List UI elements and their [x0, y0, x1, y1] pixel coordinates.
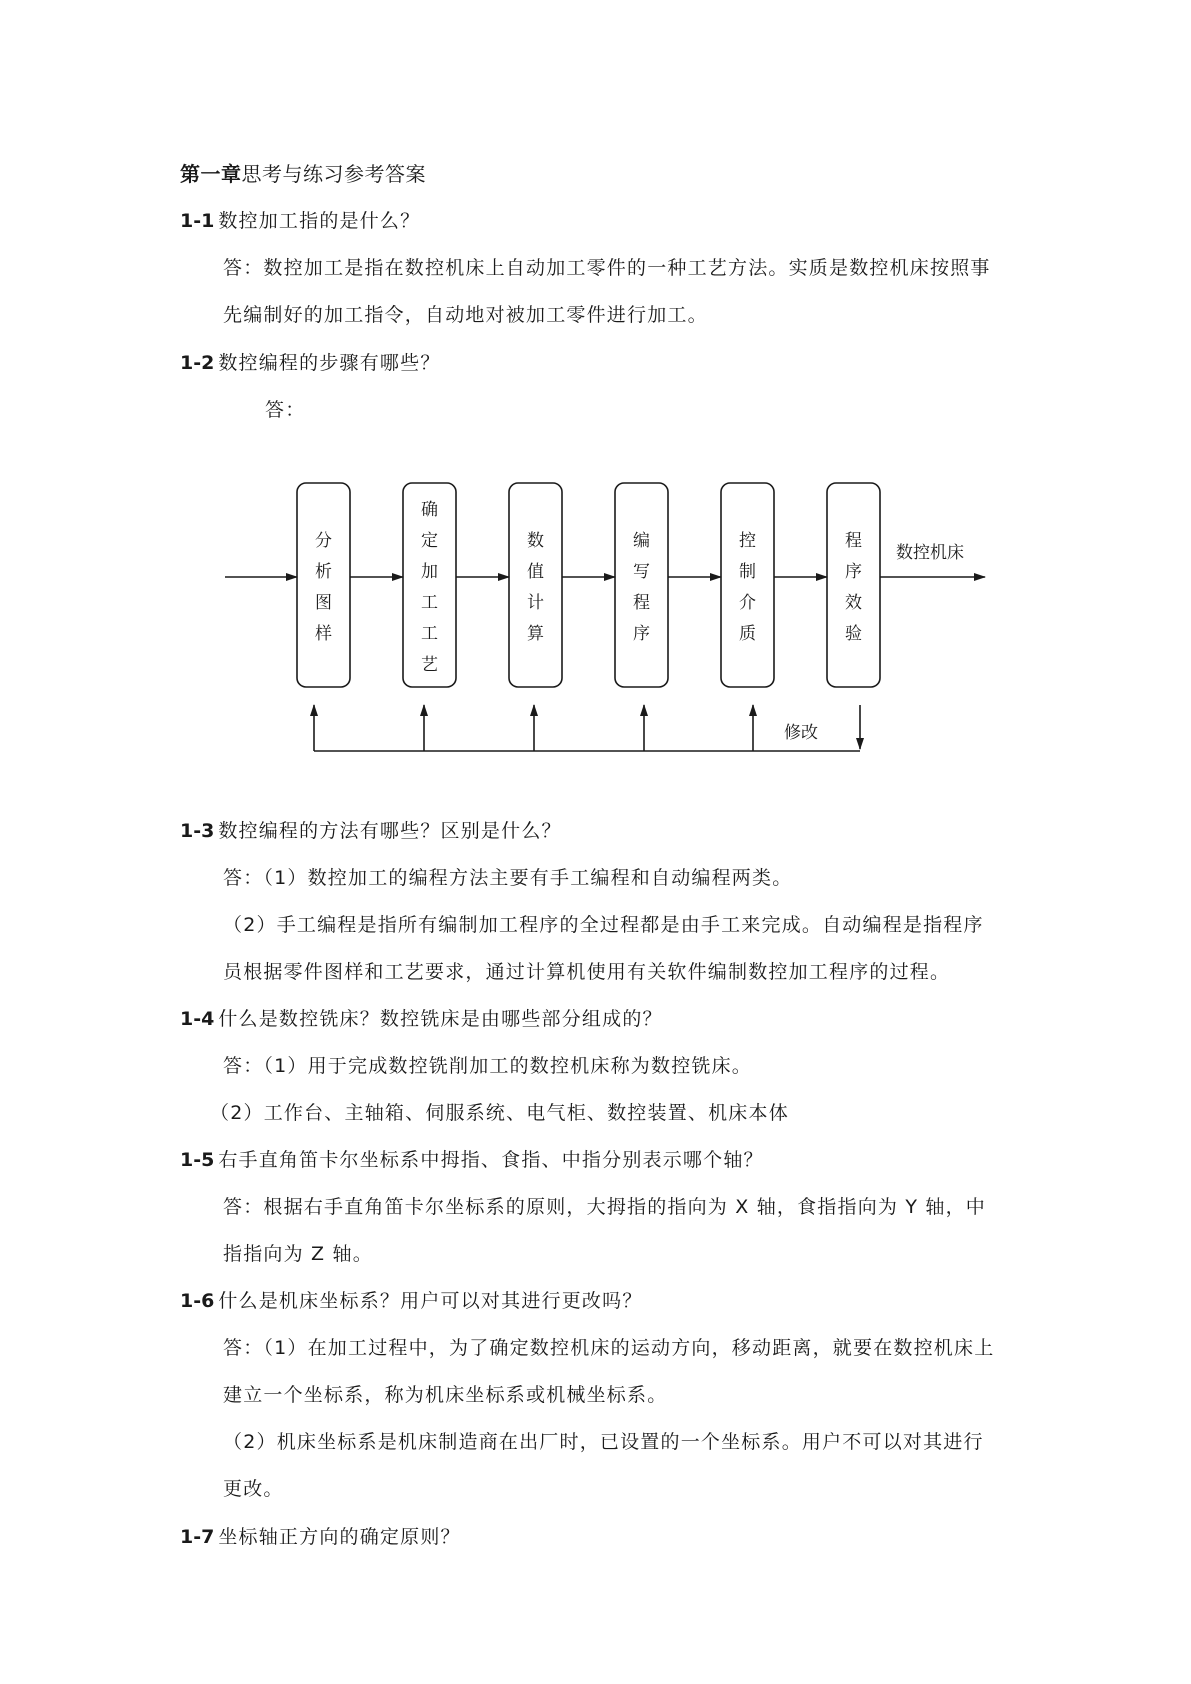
- question-number: 1-2: [180, 352, 215, 374]
- question-text: 坐标轴正方向的确定原则？: [218, 1526, 461, 1548]
- flow-box-program-verification: [827, 483, 880, 687]
- flow-box-char: 制: [739, 562, 756, 582]
- flow-box-char: 序: [633, 624, 650, 644]
- question-number: 1-5: [180, 1149, 215, 1171]
- flow-box-char: 介: [739, 593, 756, 613]
- answer-line: （2）机床坐标系是机床制造商在出厂时，已设置的一个坐标系。用户不可以对其进行: [223, 1431, 984, 1453]
- answer-line: 答：根据右手直角笛卡尔坐标系的原则，大拇指的指向为 X 轴，食指指向为 Y 轴，中: [223, 1196, 986, 1218]
- question-1-5: [180, 1145, 764, 1172]
- answer-line: 员根据零件图样和工艺要求，通过计算机使用有关软件编制数控加工程序的过程。: [223, 961, 951, 983]
- feedback-label: 修改: [784, 723, 818, 743]
- answer-line: 答：数控加工是指在数控机床上自动加工零件的一种工艺方法。实质是数控机床按照事: [223, 257, 991, 279]
- question-number: 1-3: [180, 820, 215, 842]
- flow-box-char: 计: [527, 593, 544, 613]
- flow-box-char: 确: [421, 500, 438, 520]
- flow-box-char: 析: [315, 562, 332, 582]
- question-1-6: [180, 1286, 643, 1313]
- flow-box-char: 序: [845, 562, 862, 582]
- flow-box-char: 程: [633, 593, 650, 613]
- flow-box-char: 样: [315, 624, 332, 644]
- question-1-3: [180, 816, 562, 843]
- answer-line: 建立一个坐标系，称为机床坐标系或机械坐标系。: [223, 1384, 668, 1406]
- flow-box-char: 工: [421, 624, 438, 644]
- flow-box-char: 程: [845, 531, 862, 551]
- question-number: 1-6: [180, 1290, 215, 1312]
- question-number: 1-7: [180, 1526, 215, 1548]
- flow-box-char: 图: [315, 593, 332, 613]
- flow-output-label: 数控机床: [896, 543, 964, 563]
- answer-line: 答：（1）数控加工的编程方法主要有手工编程和自动编程两类。: [223, 867, 793, 889]
- flow-box-char: 算: [527, 624, 544, 644]
- flow-box-char: 工: [421, 593, 438, 613]
- chapter-title-text: 思考与练习参考答案: [241, 162, 426, 186]
- flow-box-analyze-drawing: [297, 483, 350, 687]
- question-number: 1-1: [180, 210, 215, 232]
- question-text: 数控编程的步骤有哪些？: [218, 352, 441, 374]
- answer-label: 答：: [265, 399, 306, 421]
- question-text: 什么是数控铣床？数控铣床是由哪些部分组成的？: [218, 1008, 663, 1030]
- process-flowchart: [0, 0, 1191, 780]
- flow-box-write-program: [615, 483, 668, 687]
- question-text: 数控加工指的是什么？: [218, 210, 421, 232]
- flow-box-char: 控: [739, 531, 756, 551]
- answer-line: 答：（1）用于完成数控铣削加工的数控机床称为数控铣床。: [223, 1055, 752, 1077]
- chapter-number: 第一章: [180, 162, 242, 186]
- flow-box-char: 艺: [421, 655, 438, 675]
- question-1-7: [180, 1522, 461, 1549]
- flow-box-char: 加: [421, 562, 438, 582]
- flow-box-char: 效: [845, 593, 862, 613]
- question-text: 数控编程的方法有哪些？区别是什么？: [218, 820, 562, 842]
- flow-box-char: 验: [845, 624, 862, 644]
- answer-line: 指指向为 Z 轴。: [223, 1243, 373, 1265]
- flow-box-numeric-calculation: [509, 483, 562, 687]
- flow-box-char: 编: [633, 531, 650, 551]
- answer-line: （2）工作台、主轴箱、伺服系统、电气柜、数控装置、机床本体: [210, 1102, 789, 1124]
- answer-line: 更改。: [223, 1478, 284, 1500]
- question-text: 什么是机床坐标系？用户可以对其进行更改吗？: [218, 1290, 643, 1312]
- flow-box-control-medium: [721, 483, 774, 687]
- flow-box-char: 质: [739, 624, 756, 644]
- answer-line: 答：（1）在加工过程中，为了确定数控机床的运动方向，移动距离，就要在数控机床上: [223, 1337, 995, 1359]
- question-number: 1-4: [180, 1008, 215, 1030]
- flow-box-char: 写: [633, 562, 650, 582]
- answer-line: 先编制好的加工指令，自动地对被加工零件进行加工。: [223, 304, 708, 326]
- answer-line: （2）手工编程是指所有编制加工程序的全过程都是由手工来完成。自动编程是指程序: [223, 914, 984, 936]
- flow-box-char: 值: [527, 562, 544, 582]
- flow-box-char: 数: [527, 531, 544, 551]
- flow-box-char: 分: [315, 531, 332, 551]
- question-text: 右手直角笛卡尔坐标系中拇指、食指、中指分别表示哪个轴？: [218, 1149, 764, 1171]
- question-1-4: [180, 1004, 663, 1031]
- flow-box-char: 定: [421, 531, 438, 551]
